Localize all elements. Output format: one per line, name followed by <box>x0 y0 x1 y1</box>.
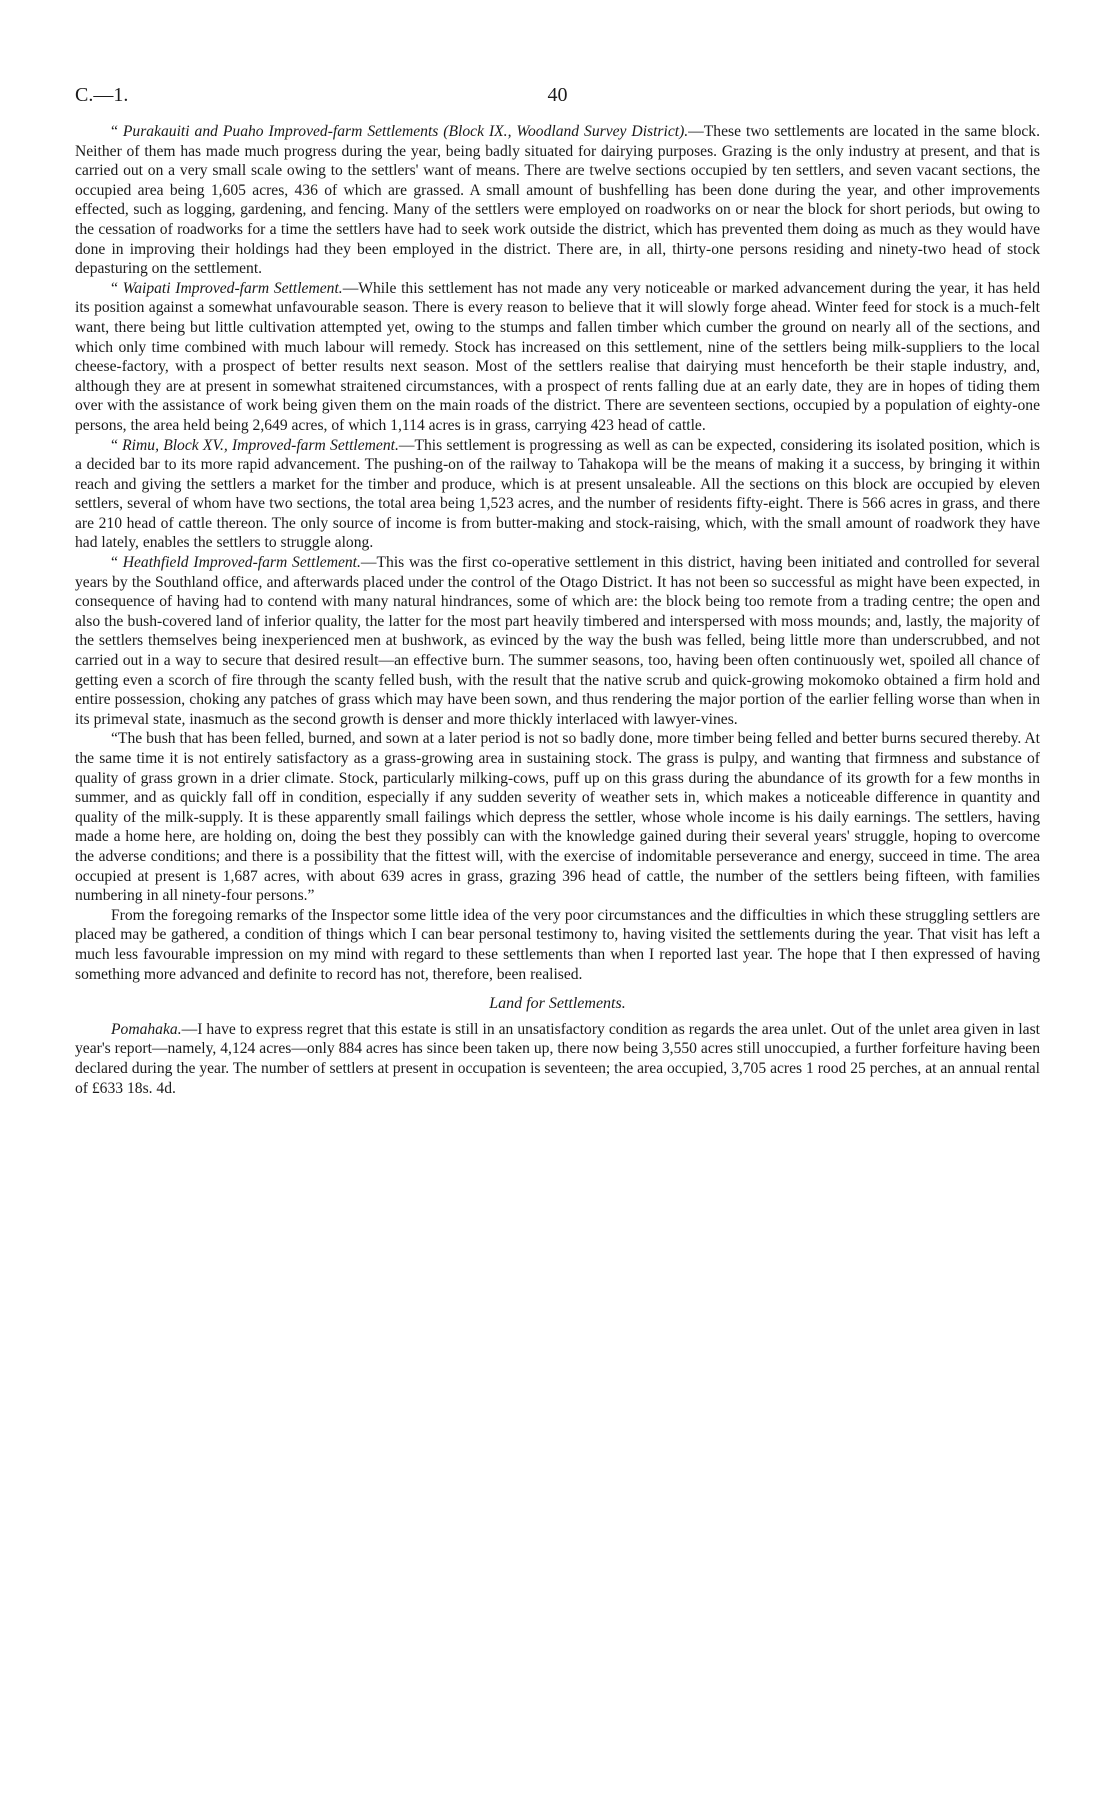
paragraph-text: While this settlement has not made any very noticeable or marked advancement during the year, it has held its position against a somewhat unfavourable season. There is every reason to believe that it will slowly forge ahead. Winter feed for stock is a much-felt want, there being but little cultivation attempted yet, owing to the stumps and fallen timber which cumber the ground on nearly all of the sections, and which only time combined with much labour will remedy. Stock has increased on this settlement, nine of the settlers being milk-suppliers to the local cheese-factory, with a prospect of better results next season. Most of the settlers realise that dairying must henceforth be their staple industry, and, although they are at present in somewhat straitened circumstances, with a prospect of rents falling due at an early date, they are in hopes of tiding them over with the assistance of work being given them on the main roads of the district. There are seventeen sections, occupied by a population of eighty-one persons, the area held being 2,649 acres, of which 1,114 acres is in grass, carrying 423 head of cattle. <box>75 279 1040 434</box>
paragraph-title: Purakauiti and Puaho Improved-farm Settlements (Block IX., Woodland Survey District). <box>122 123 689 140</box>
paragraph-inspector-remarks <box>75 906 1040 984</box>
paragraph-title: Heathfield Improved-farm Settlement. <box>122 554 361 572</box>
paragraph-text: This settlement is progressing as well as can be expected, considering its isolated position, which is a decided bar to its more rapid advancement. The pushing-on of the railway to Tahakopa will be the means of making it a success, by bringing it within reach and giving the settlers a market for the timber and produce, which is at present unsaleable. All the sections on this block are occupied by eleven settlers, several of whom have two sections, the total area being 1,523 acres, and the number of residents fifty-eight. There is 566 acres in grass, and there are 210 head of cattle thereon. The only source of income is from butter-making and stock-raising, which, with the small amount of roadwork they have had lately, enables the settlers to struggle along. <box>75 436 1040 552</box>
paragraph-purakauiti: “ Purakauiti and Puaho Improved-farm Settlements (Block IX., Woodland Survey District).—These two settlements are located in the same block. Neither of them has made much progress during the year, being badly situated for dairying purposes. Grazing is the only industry at present, and that is carried out on a very small scale owing to the settlers' want of means. There are twelve sections occupied by ten settlers, and seven vacant sections, the occupied area being 1,605 acres, 436 of which are grassed. A small amount of bushfelling has been done during the year, and other improvements effected, such as logging, gardening, and fencing. Many of the settlers were employed on roadworks on or near the block for short periods, but owing to the cessation of roadworks for a time the settlers have had to seek work outside the district, which has prevented them doing as much as they would have done in improving their holdings had they been employed in the district. There are, in all, thirty-one persons residing and ninety-two head of stock depasturing on the settlement. <box>75 123 1040 278</box>
paragraph-text: This was the first co-operative settlement in this district, having been initiated and controlled for several years by the Southland office, and afterwards placed under the control of the Otago District. It has not been so successful as might have been expected, in consequence of having had to contend with many natural hindrances, some of which are: the block being too remote from a trading centre; the open and also the bush-covered land of inferior quality, the latter for the most part heavily timbered and interspersed with moss mounds; and, lastly, the majority of the settlers themselves being inexperienced men at bushwork, as evinced by the way the bush was felled, being little more than underscrubbed, and not carried out in a way to secure that desired result—an effective burn. The summer seasons, too, having been often continuously wet, spoiled all chance of getting even a scorch of fire through the scanty felled bush, with the result that the native scrub and quick-growing mokomoko obtained a firm hold and entire possession, choking any patches of grass which may have been sown, and thus rendering the major portion of the earlier felling worse than when in its primeval state, inasmuch as the second growth is denser and more thickly interlaced with lawyer-vines. <box>75 554 1040 728</box>
section-heading: Land for Settlements. <box>489 995 626 1013</box>
paragraph-bush-felled <box>75 729 1040 905</box>
page-header <box>75 84 1040 114</box>
paragraph-heathfield: “ Heathfield Improved-farm Settlement.—This was the first co-operative settlement in this district, having been initiated and controlled for several years by the Southland office, and afterwards placed under the control of the Otago District. It has not been so successful as might have been expected, in consequence of having had to contend with many natural hindrances, some of which are: the block being too remote from a trading centre; the open and also the bush-covered land of inferior quality, the latter for the most part heavily timbered and interspersed with moss mounds; and, lastly, the majority of the settlers themselves being inexperienced men at bushwork, as evinced by the way the bush was felled, being little more than underscrubbed, and not carried out in a way to secure that desired result—an effective burn. The summer seasons, too, having been often continuously wet, spoiled all chance of getting even a scorch of fire through the scanty felled bush, with the result that the native scrub and quick-growing mokomoko obtained a firm hold and entire possession, choking any patches of grass which may have been sown, and thus rendering the major portion of the earlier felling worse than when in its primeval state, inasmuch as the second growth is denser and more thickly interlaced with lawyer-vines. <box>75 554 1040 728</box>
paragraph-text: These two settlements are located in the same block. Neither of them has made much progress during the year, being badly situated for dairying purposes. Grazing is the only industry at present, and that is carried out on a very small scale owing to the settlers' want of means. There are twelve sections occupied by ten settlers, and seven vacant sections, the occupied area being 1,605 acres, 436 of which are grassed. A small amount of bushfelling has been done during the year, and other improvements effected, such as logging, gardening, and fencing. Many of the settlers were employed on roadworks on or near the block for short periods, but owing to the cessation of roadworks for a time the settlers have had to seek work outside the district, which has prevented them doing as much as they would have done in improving their holdings had they been employed in the district. There are, in all, thirty-one persons residing and ninety-two head of stock depasturing on the settlement. <box>75 123 1040 278</box>
paragraph-waipati: “ Waipati Improved-farm Settlement.—While this settlement has not made any very noticeable or marked advancement during the year, it has held its position against a somewhat unfavourable season. There is every reason to believe that it will slowly forge ahead. Winter feed for stock is a much-felt want, there being but little cultivation attempted yet, owing to the stumps and fallen timber which cumber the ground on nearly all of the sections, and which only time combined with much labour will remedy. Stock has increased on this settlement, nine of the settlers being milk-suppliers to the local cheese-factory, with a prospect of better results next season. Most of the settlers realise that dairying must henceforth be their staple industry, and, although they are at present in somewhat straitened circumstances, with a prospect of rents falling due at an early date, they are in hopes of tiding them over with the assistance of work being given them on the main roads of the district. There are seventeen sections, occupied by a population of eighty-one persons, the area held being 2,649 acres, of which 1,114 acres is in grass, carrying 423 head of cattle. <box>75 279 1040 434</box>
paragraph-title: Waipati Improved-farm Settlement. <box>122 279 343 297</box>
paragraph-text: “The bush that has been felled, burned, and sown at a later period is not so badly done, more timber being felled and better burns secured thereby. At the same time it is not entirely satisfactory as a grass-growing area in sustaining stock. The grass is pulpy, and wanting that firmness and substance of quality of grass grown in a drier climate. Stock, particularly milking-cows, puff up on this grass during the abundance of its growth for a few months in summer, and as quickly fall off in condition, especially if any sudden severity of weather sets in, which makes a noticeable difference in quantity and quality of the milk-supply. It is these apparently small failings which depress the settler, whose whole income is his daily earnings. The settlers, having made a home here, are holding on, doing the best they possibly can with the knowledge gained during their several years' struggle, hoping to overcome the adverse conditions; and there is a possibility that the fittest will, with the exercise of indomitable perseverance and energy, succeed in time. The area occupied at present is 1,687 acres, with about 639 acres in grass, grazing 396 head of cattle, the number of the settlers being fifteen, with families numbering in all ninety-four persons.” <box>75 730 1040 905</box>
paragraph-text: From the foregoing remarks of the Inspector some little idea of the very poor circumstances and the difficulties in which these struggling settlers are placed may be gathered, a condition of things which I can bear personal testimony to, having visited the settlements during the year. That visit has left a much less favourable impression on my mind with regard to these settlements than when I reported last year. The hope that I then expressed of having something more advanced and definite to record has not, therefore, been realised. <box>75 906 1040 983</box>
paragraph-title: Rimu, Block XV., Improved-farm Settlement. <box>122 436 399 454</box>
page-number: 40 <box>547 84 568 106</box>
paragraph-text: I have to express regret that this estate is still in an unsatisfactory condition as regards the area unlet. Out of the unlet area given in last year's report—namely, 4,124 acres—only 884 acres has since been taken up, there now being 3,550 acres still unoccupied, a further forfeiture having been declared during the year. The number of settlers at present in occupation is seventeen; the area occupied, 3,705 acres 1 rood 25 perches, at an annual rental of £633 18s. 4d. <box>75 1020 1040 1097</box>
document-code: C.—1. <box>75 84 129 106</box>
paragraph-rimu: “ Rimu, Block XV., Improved-farm Settlement.—This settlement is progressing as well as can be expected, considering its isolated position, which is a decided bar to its more rapid advancement. The pushing-on of the railway to Tahakopa will be the means of making it a success, by bringing it within reach and giving the settlers a market for the timber and produce, which is at present unsaleable. All the sections on this block are occupied by eleven settlers, several of whom have two sections, the total area being 1,523 acres, and the number of residents fifty-eight. There is 566 acres in grass, and there are 210 head of cattle thereon. The only source of income is from butter-making and stock-raising, which, with the small amount of roadwork they have had lately, enables the settlers to struggle along. <box>75 436 1040 552</box>
paragraph-pomahaka: Pomahaka.—I have to express regret that this estate is still in an unsatisfactory condition as regards the area unlet. Out of the unlet area given in last year's report—namely, 4,124 acres—only 884 acres has since been taken up, there now being 3,550 acres still unoccupied, a further forfeiture having been declared during the year. The number of settlers at present in occupation is seventeen; the area occupied, 3,705 acres 1 rood 25 perches, at an annual rental of £633 18s. 4d. <box>75 1020 1040 1097</box>
paragraph-title: Pomahaka. <box>111 1020 182 1038</box>
body-text <box>75 122 1040 1098</box>
